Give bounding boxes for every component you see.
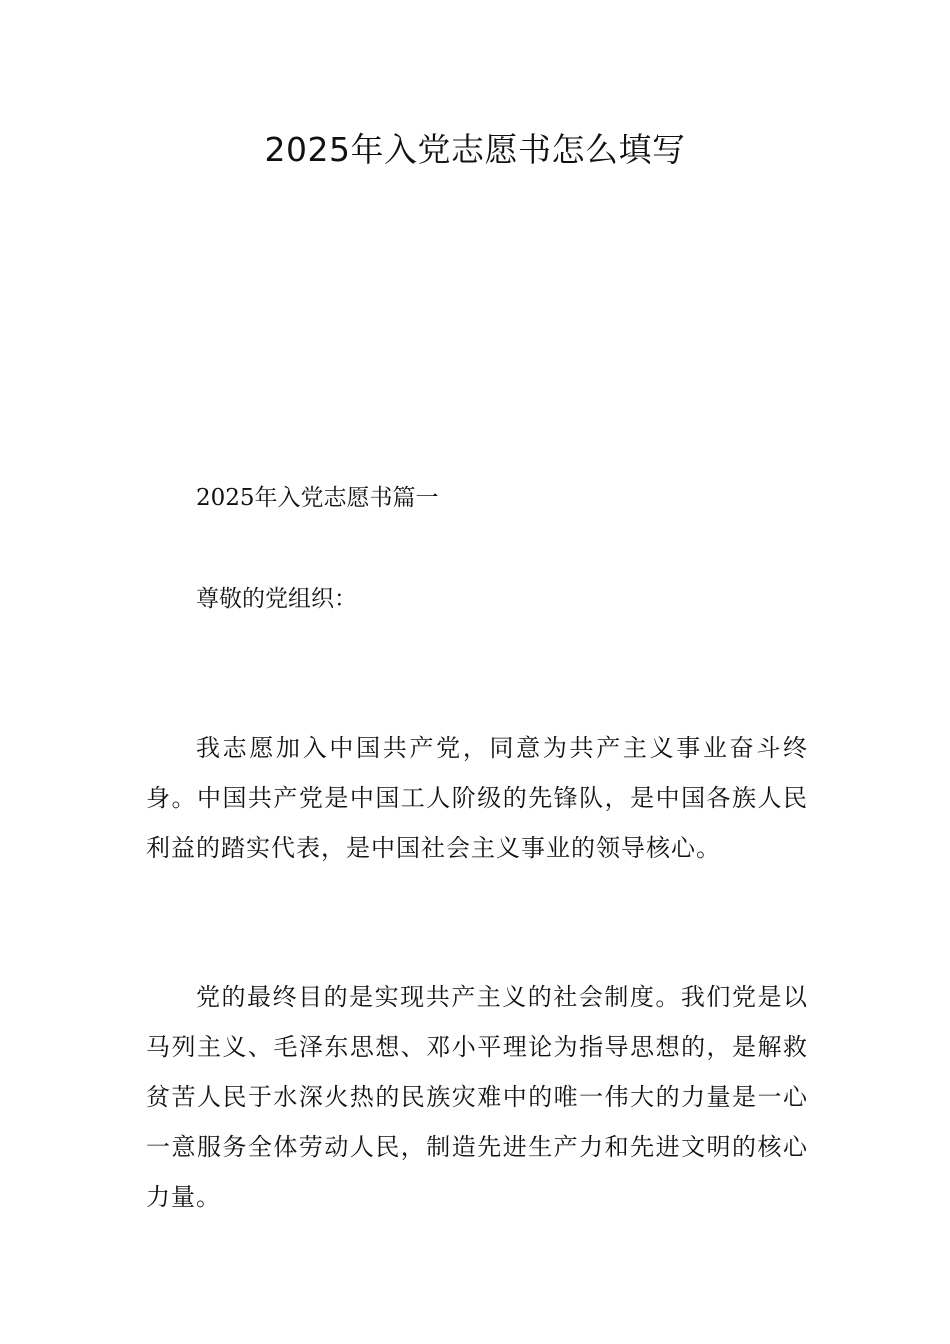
body-paragraph-1: 我志愿加入中国共产党，同意为共产主义事业奋斗终身。中国共产党是中国工人阶级的先锋队，是中国各族人民利益的踏实代表，是中国社会主义事业的领导核心。 bbox=[146, 734, 808, 862]
section-heading: 2025年入党志愿书篇一 bbox=[196, 485, 439, 511]
body-paragraph-2: 党的最终目的是实现共产主义的社会制度。我们党是以马列主义、毛泽东思想、邓小平理论为指导思想的，是解救贫苦人民于水深火热的民族灾难中的唯一伟大的力量是一心一意服务全体劳动人民，制造先进生产力和先进文明的核心力量。 bbox=[146, 983, 808, 1211]
salutation: 尊敬的党组织： bbox=[196, 586, 357, 612]
document-title: 2025年入党志愿书怎么填写 bbox=[264, 130, 686, 169]
